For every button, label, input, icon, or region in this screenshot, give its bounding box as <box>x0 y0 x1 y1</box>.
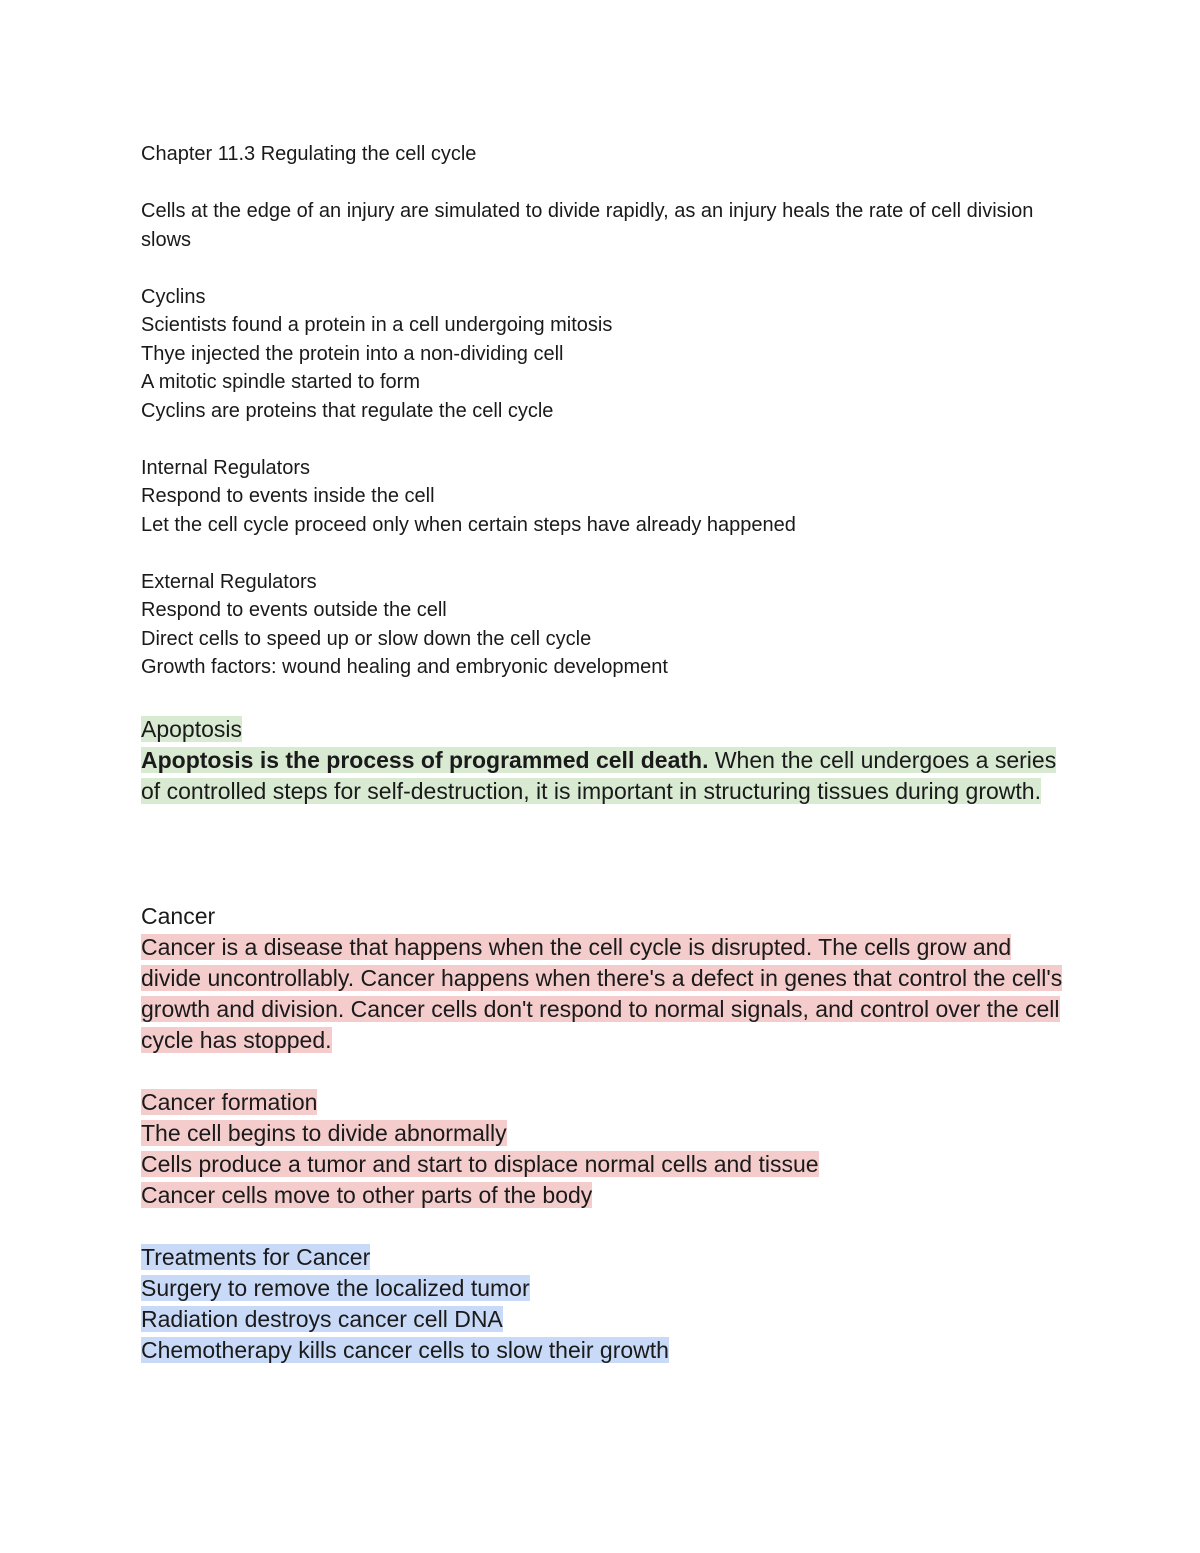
document-title: Chapter 11.3 Regulating the cell cycle <box>141 143 477 165</box>
intro-paragraph: Cells at the edge of an injury are simulated to divide rapidly, as an injury heals the rate of cell division slows <box>141 200 1034 251</box>
treatment-item: Chemotherapy kills cancer cells to slow their growth <box>141 1336 669 1363</box>
cancer-formation-line <box>141 1149 1071 1180</box>
treatments-line <box>141 1304 1071 1335</box>
cancer-formation-heading-line <box>141 1087 1071 1118</box>
apoptosis-heading: Apoptosis <box>141 715 243 742</box>
external-regulators-heading: External Regulators <box>141 570 317 593</box>
cancer-formation-line <box>141 1180 1071 1211</box>
cancer-formation-step: Cancer cells move to other parts of the body <box>141 1181 593 1208</box>
apoptosis-definition: Apoptosis is the process of programmed cell death. <box>141 746 709 773</box>
document-body <box>141 140 1071 1366</box>
external-regulators-line: Growth factors: wound healing and embryonic development <box>141 656 668 678</box>
external-regulators-line: Direct cells to speed up or slow down the cell cycle <box>141 627 592 650</box>
internal-regulators-line: Respond to events inside the cell <box>141 485 435 507</box>
internal-regulators-heading: Internal Regulators <box>141 456 310 479</box>
cancer-heading: Cancer <box>141 902 216 929</box>
cyclins-heading: Cyclins <box>141 285 206 308</box>
cyclins-line: Thye injected the protein into a non-dividing cell <box>141 342 564 365</box>
apoptosis-heading-line <box>141 714 1071 745</box>
treatments-heading: Treatments for Cancer <box>141 1243 371 1270</box>
cancer-formation-heading: Cancer formation <box>141 1088 318 1115</box>
cancer-formation-line <box>141 1118 1071 1149</box>
apoptosis-description: When the cell undergoes a series of controlled steps for self-destruction, it is important in structuring tissues during growth. <box>141 746 1057 804</box>
cancer-formation-step: The cell begins to divide abnormally <box>141 1119 507 1146</box>
treatments-line <box>141 1273 1071 1304</box>
treatments-heading-line <box>141 1242 1071 1273</box>
treatment-item: Radiation destroys cancer cell DNA <box>141 1305 503 1332</box>
cancer-formation-step: Cells produce a tumor and start to displace normal cells and tissue <box>141 1150 819 1177</box>
external-regulators-line: Respond to events outside the cell <box>141 599 447 621</box>
treatments-line <box>141 1335 1071 1366</box>
internal-regulators-line: Let the cell cycle proceed only when certain steps have already happened <box>141 513 796 536</box>
apoptosis-paragraph <box>141 745 1071 807</box>
cancer-paragraph-line <box>141 932 1071 1056</box>
cyclins-line: Scientists found a protein in a cell undergoing mitosis <box>141 314 613 336</box>
treatment-item: Surgery to remove the localized tumor <box>141 1274 530 1301</box>
cyclins-line: A mitotic spindle started to form <box>141 371 421 393</box>
cyclins-line: Cyclins are proteins that regulate the cell cycle <box>141 399 554 422</box>
cancer-paragraph: Cancer is a disease that happens when the cell cycle is disrupted. The cells grow and divide uncontrollably. Cancer happens when there's a defect in genes that control the cell's growth and division. Cancer cells don't respond to normal signals, and control over the cell cycle has stopped. <box>141 933 1063 1053</box>
